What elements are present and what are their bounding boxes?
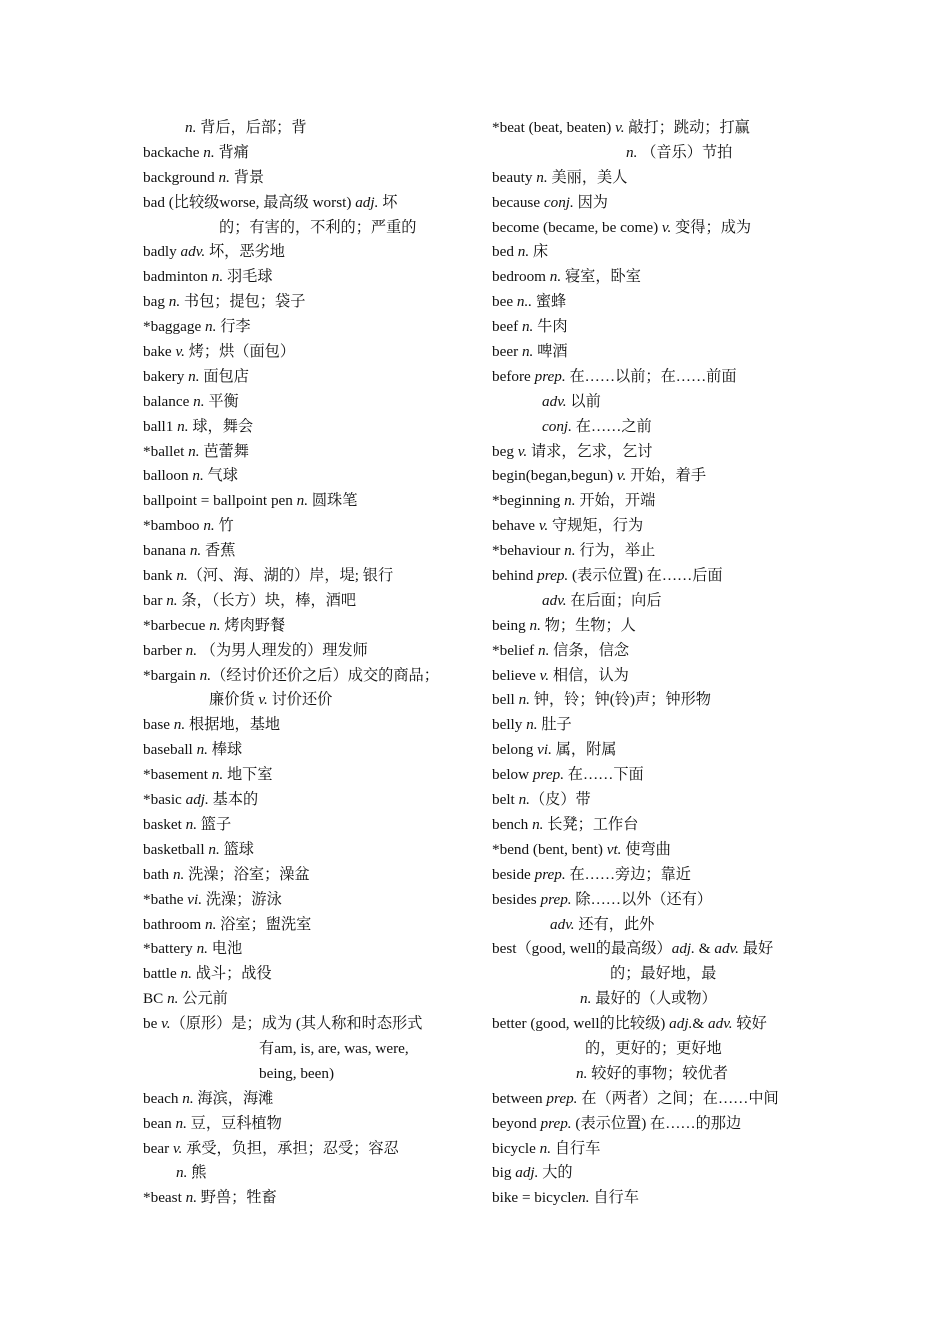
entry-balance: balance n. 平衡 — [143, 392, 239, 410]
entry-continuation: n. 较好的事物；较优者 — [576, 1064, 728, 1082]
entry-before: before prep. 在……以前；在……前面 — [492, 367, 737, 385]
entry-bathroom: bathroom n. 浴室；盥洗室 — [143, 915, 312, 933]
entry-belong: belong vi. 属，附属 — [492, 741, 617, 759]
entry-big: big adj. 大的 — [492, 1164, 573, 1182]
entry-basketball: basketball n. 篮球 — [143, 840, 254, 858]
entry-badly: badly adv. 坏，恶劣地 — [143, 243, 285, 261]
entry-be: be v.（原形）是；成为 (其人称和时态形式 — [143, 1015, 423, 1033]
entry-begin: begin(began,begun) v. 开始，着手 — [492, 467, 706, 485]
entry-continuation: conj. 在……之前 — [542, 417, 652, 435]
entry-belt: belt n.（皮）带 — [492, 791, 591, 809]
entry-bee: bee n.. 蜜蜂 — [492, 293, 567, 311]
entry-beat: *beat (beat, beaten) v. 敲打；跳动；打赢 — [492, 119, 750, 136]
entry-battle: battle n. 战斗；战役 — [143, 965, 272, 983]
entry-bargain: *bargain n.（经讨价还价之后）成交的商品； — [143, 666, 439, 684]
entry-continuation: 廉价货 v. 讨价还价 — [209, 691, 333, 709]
entry-bamboo: *bamboo n. 竹 — [143, 517, 234, 535]
entry-bean: bean n. 豆，豆科植物 — [143, 1114, 282, 1132]
entry-basic: *basic adj. 基本的 — [143, 791, 259, 809]
entry-base: base n. 根据地，基地 — [143, 716, 281, 734]
entry-backache: backache n. 背痛 — [143, 143, 249, 161]
entry-bad: bad (比较级worse, 最高级 worst) adj. 坏 — [143, 193, 398, 211]
entry-balloon: balloon n. 气球 — [143, 467, 238, 485]
entry-being: being n. 物；生物；人 — [492, 616, 636, 634]
entry-banana: banana n. 香蕉 — [143, 542, 236, 560]
entry-bakery: bakery n. 面包店 — [143, 367, 249, 385]
entry-continuation: n. （音乐）节拍 — [626, 143, 733, 161]
entry-battery: *battery n. 电池 — [143, 940, 243, 958]
entry-behind: behind prep. (表示位置) 在……后面 — [492, 567, 723, 585]
entry-continuation: 有am, is, are, was, were, — [259, 1039, 409, 1057]
entry-believe: believe v. 相信，认为 — [492, 666, 629, 684]
entry-beauty: beauty n. 美丽，美人 — [492, 168, 628, 186]
entry-bar: bar n. 条，（长方）块，棒，酒吧 — [143, 591, 357, 609]
entry-beyond: beyond prep. (表示位置) 在……的那边 — [492, 1114, 742, 1132]
entry-beer: beer n. 啤酒 — [492, 343, 568, 361]
entry-continuation: adv. 在后面；向后 — [542, 591, 662, 609]
entry-continuation: n. 熊 — [176, 1164, 207, 1182]
entry-beside: beside prep. 在……旁边；靠近 — [492, 865, 691, 883]
right-column — [492, 116, 822, 1211]
entry-continuation: 的；最好地，最 — [610, 965, 717, 983]
entry-barber: barber n. （为男人理发的）理发师 — [143, 641, 368, 659]
entry-belief: *belief n. 信条，信念 — [492, 641, 630, 659]
entry-bend: *bend (bent, bent) vt. 使弯曲 — [492, 840, 671, 858]
entry-behave: behave v. 守规矩，行为 — [492, 517, 644, 535]
entry-beg: beg v. 请求，乞求，乞讨 — [492, 442, 653, 460]
entry-besides: besides prep. 除……以外（还有） — [492, 890, 713, 908]
entry-continuation: being, been) — [259, 1064, 335, 1082]
entry-beef: beef n. 牛肉 — [492, 318, 568, 336]
entry-baggage: *baggage n. 行李 — [143, 318, 251, 336]
entry-bake: bake v. 烤；烘（面包） — [143, 343, 295, 361]
entry-beginning: *beginning n. 开始，开端 — [492, 492, 656, 510]
entry-continuation: 的，更好的；更好地 — [585, 1039, 722, 1057]
entry-bed: bed n. 床 — [492, 243, 549, 261]
entry-basement: *basement n. 地下室 — [143, 766, 273, 784]
entry-better: better (good, well的比较级) adj.& adv. 较好 — [492, 1015, 767, 1033]
entry-ballet: *ballet n. 芭蕾舞 — [143, 442, 249, 460]
entry-badminton: badminton n. 羽毛球 — [143, 268, 273, 286]
entry-ball: ball1 n. 球，舞会 — [143, 417, 254, 435]
entry-continuation: n. 背后，后部；背 — [185, 119, 307, 136]
entry-bag: bag n. 书包；提包；袋子 — [143, 293, 306, 311]
entry-barbecue: *barbecue n. 烤肉野餐 — [143, 616, 286, 634]
entry-bedroom: bedroom n. 寝室，卧室 — [492, 268, 641, 286]
entry-bell: bell n. 钟，铃；钟(铃)声；钟形物 — [492, 691, 711, 709]
entry-beast: *beast n. 野兽；牲畜 — [143, 1189, 277, 1207]
entry-bath: bath n. 洗澡；浴室；澡盆 — [143, 865, 310, 883]
entry-bear: bear v. 承受，负担，承担；忍受；容忍 — [143, 1139, 399, 1157]
entry-baseball: baseball n. 棒球 — [143, 741, 243, 759]
entry-bank: bank n.（河、海、湖的）岸，堤; 银行 — [143, 567, 394, 585]
entry-beach: beach n. 海滨，海滩 — [143, 1089, 274, 1107]
left-column — [143, 116, 473, 1211]
entry-continuation: n. 最好的（人或物） — [580, 990, 717, 1008]
entry-because: because conj. 因为 — [492, 193, 608, 211]
entry-behaviour: *behaviour n. 行为，举止 — [492, 542, 656, 560]
entry-bike: bike = bicyclen. 自行车 — [492, 1189, 639, 1207]
entry-best: best（good, well的最高级）adj. & adv. 最好 — [492, 940, 774, 958]
entry-continuation: adv. 以前 — [542, 392, 601, 410]
entry-basket: basket n. 篮子 — [143, 815, 232, 833]
entry-become: become (became, be come) v. 变得；成为 — [492, 218, 752, 236]
entry-below: below prep. 在……下面 — [492, 766, 644, 784]
entry-belly: belly n. 肚子 — [492, 716, 572, 734]
entry-background: background n. 背景 — [143, 168, 265, 186]
entry-continuation: adv. 还有，此外 — [550, 915, 655, 933]
entry-continuation: 的；有害的，不利的；严重的 — [219, 218, 417, 236]
entry-ballpoint: ballpoint = ballpoint pen n. 圆珠笔 — [143, 492, 358, 510]
entry-bench: bench n. 长凳；工作台 — [492, 815, 639, 833]
entry-bc: BC n. 公元前 — [143, 990, 228, 1008]
entry-between: between prep. 在（两者）之间；在……中间 — [492, 1089, 779, 1107]
entry-bicycle: bicycle n. 自行车 — [492, 1139, 601, 1157]
entry-bathe: *bathe vi. 洗澡；游泳 — [143, 890, 282, 908]
